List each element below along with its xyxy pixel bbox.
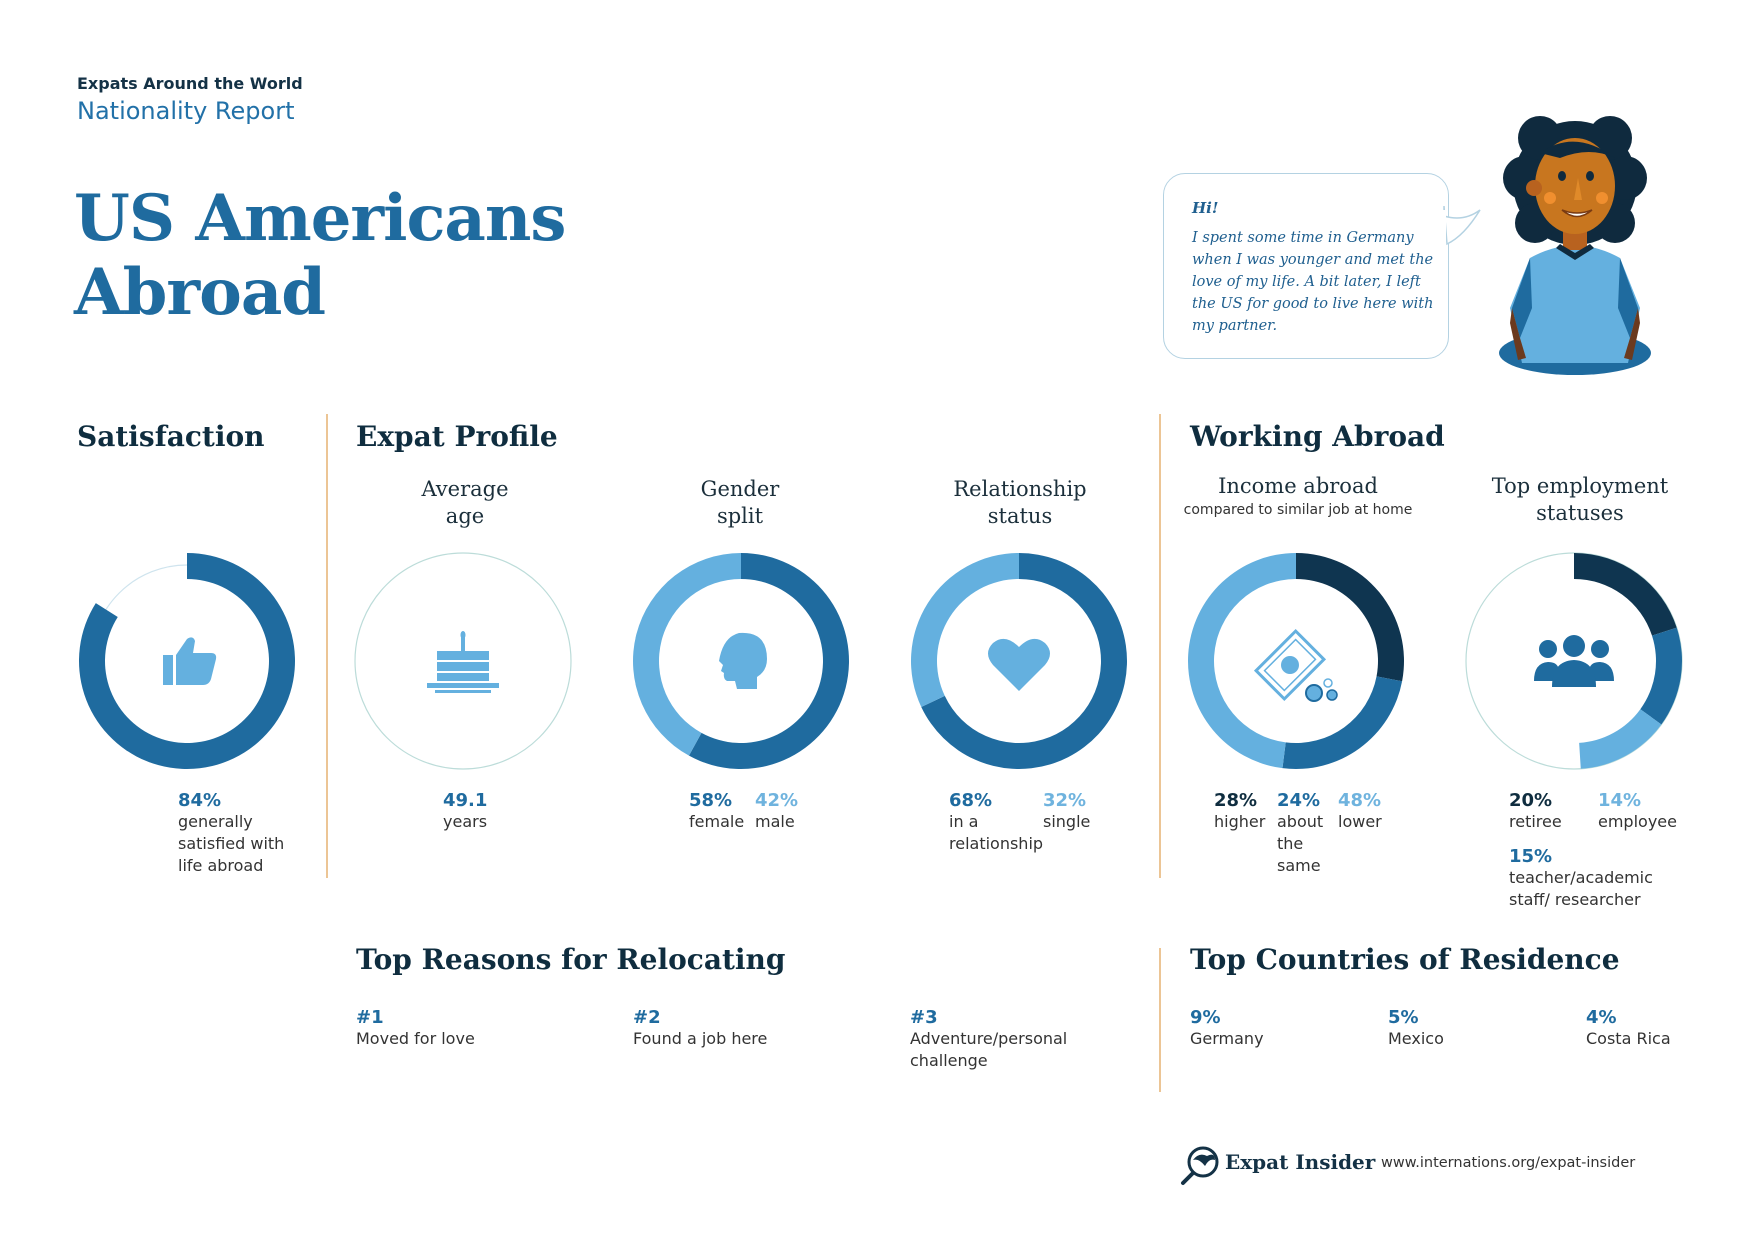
age-value: 49.1 — [443, 790, 488, 811]
section-satisfaction-heading: Satisfaction — [77, 420, 265, 453]
age-circle-chart — [353, 551, 573, 771]
gender-arc-female — [689, 553, 849, 769]
satisfaction-stat — [178, 790, 308, 877]
employment-teacher-value: 15% — [1509, 846, 1553, 867]
page-title — [74, 182, 565, 330]
report-subtitle: Nationality Report — [77, 97, 295, 125]
country-name: Costa Rica — [1586, 1029, 1671, 1048]
quote-text: I spent some time in Germany when I was younger and met the love of my life. A bit later, I left the US for good to live here with my partner. — [1192, 230, 1434, 334]
quote-greeting: Hi! — [1192, 199, 1219, 217]
gender-male-label: male — [755, 812, 795, 831]
employment-arc-teacher — [1640, 628, 1682, 725]
footer-brand: Expat Insider — [1225, 1150, 1376, 1174]
employment-teacher-label: teacher/academic staff/ researcher — [1509, 868, 1653, 909]
relationship-in-stat — [949, 790, 1049, 855]
income-same-stat — [1277, 790, 1331, 877]
page-title-line2: Abroad — [74, 255, 326, 330]
gender-female-value: 58% — [689, 790, 733, 811]
country-value: 9% — [1190, 1007, 1221, 1028]
satisfaction-donut-chart — [77, 551, 297, 771]
reason-item — [356, 1007, 596, 1050]
employment-retiree-stat — [1509, 790, 1589, 833]
expat-woman-illustration-icon — [1490, 108, 1660, 378]
gender-donut-chart — [631, 551, 851, 771]
relationship-donut-chart — [909, 551, 1129, 771]
heart-icon — [988, 639, 1050, 691]
footer-url[interactable]: www.internations.org/expat-insider — [1381, 1155, 1636, 1171]
reason-item — [633, 1007, 873, 1050]
head-icon — [719, 633, 767, 689]
divider-bottom — [1159, 948, 1161, 1092]
employment-label-line2: statuses — [1536, 501, 1624, 525]
country-value: 5% — [1388, 1007, 1419, 1028]
age-label-line2: age — [445, 504, 485, 528]
relationship-in-value: 68% — [949, 790, 993, 811]
relationship-in-label: in a relationship — [949, 812, 1044, 853]
employment-label-line1: Top employment — [1491, 474, 1669, 498]
employment-employee-value: 14% — [1598, 790, 1642, 811]
country-name: Mexico — [1388, 1029, 1444, 1048]
country-name: Germany — [1190, 1029, 1264, 1048]
employment-chart-label — [1470, 473, 1690, 527]
section-reasons-heading: Top Reasons for Relocating — [356, 943, 786, 976]
reason-rank: #2 — [633, 1007, 661, 1028]
relationship-arc-single — [911, 553, 1019, 707]
thumbs-up-icon — [163, 637, 216, 685]
section-working-heading: Working Abroad — [1190, 420, 1445, 453]
country-item — [1388, 1007, 1538, 1050]
income-same-value: 24% — [1277, 790, 1321, 811]
age-stat — [443, 790, 523, 833]
section-countries-heading: Top Countries of Residence — [1190, 943, 1620, 976]
satisfaction-label: generally satisfied with life abroad — [178, 812, 285, 875]
expat-insider-logo-icon — [1181, 1144, 1221, 1184]
age-chart-label — [385, 476, 545, 530]
income-donut-chart — [1186, 551, 1406, 771]
birthday-cake-icon — [427, 631, 499, 693]
relationship-label-line1: Relationship — [953, 477, 1087, 501]
reason-text: Moved for love — [356, 1029, 475, 1048]
employment-employee-stat — [1598, 790, 1698, 833]
section-profile-heading: Expat Profile — [356, 420, 558, 453]
income-higher-label: higher — [1214, 812, 1266, 831]
employment-donut-chart — [1464, 551, 1684, 771]
relationship-label-line2: status — [987, 504, 1053, 528]
relationship-chart-label — [920, 476, 1120, 530]
income-same-label: about the same — [1277, 812, 1324, 875]
income-arc-lower — [1188, 553, 1296, 768]
income-higher-stat — [1214, 790, 1274, 833]
relationship-single-value: 32% — [1043, 790, 1087, 811]
group-icon — [1534, 635, 1614, 687]
money-icon — [1256, 631, 1337, 701]
income-lower-label: lower — [1338, 812, 1382, 831]
relationship-single-label: single — [1043, 812, 1091, 831]
satisfaction-value: 84% — [178, 790, 222, 811]
relationship-single-stat — [1043, 790, 1123, 833]
divider-right — [1159, 414, 1161, 878]
speech-bubble-tail — [1444, 206, 1484, 246]
gender-female-label: female — [689, 812, 745, 831]
country-item — [1586, 1007, 1736, 1050]
income-chart-sublabel: compared to similar job at home — [1183, 502, 1413, 518]
divider-left — [326, 414, 328, 878]
gender-label-line2: split — [716, 504, 764, 528]
income-arc-same — [1282, 676, 1402, 769]
income-lower-stat — [1338, 790, 1398, 833]
income-higher-value: 28% — [1214, 790, 1258, 811]
gender-chart-label — [660, 476, 820, 530]
gender-label-line1: Gender — [700, 477, 780, 501]
country-item — [1190, 1007, 1340, 1050]
age-label-line1: Average — [421, 477, 509, 501]
employment-teacher-stat — [1509, 846, 1689, 911]
country-value: 4% — [1586, 1007, 1617, 1028]
report-supertitle: Expats Around the World — [77, 74, 303, 93]
income-chart-label: Income abroad — [1218, 474, 1378, 498]
income-lower-value: 48% — [1338, 790, 1382, 811]
gender-female-stat — [689, 790, 759, 833]
gender-male-stat — [755, 790, 825, 833]
employment-retiree-label: retiree — [1509, 812, 1562, 831]
age-unit: years — [443, 812, 488, 831]
page-title-line1: US Americans — [74, 181, 566, 256]
reason-text: Adventure/personal challenge — [910, 1029, 1068, 1070]
gender-male-value: 42% — [755, 790, 799, 811]
reason-rank: #1 — [356, 1007, 384, 1028]
age-ring — [355, 553, 571, 769]
employment-employee-label: employee — [1598, 812, 1677, 831]
reason-rank: #3 — [910, 1007, 938, 1028]
reason-text: Found a job here — [633, 1029, 768, 1048]
reason-item — [910, 1007, 1090, 1072]
employment-retiree-value: 20% — [1509, 790, 1553, 811]
